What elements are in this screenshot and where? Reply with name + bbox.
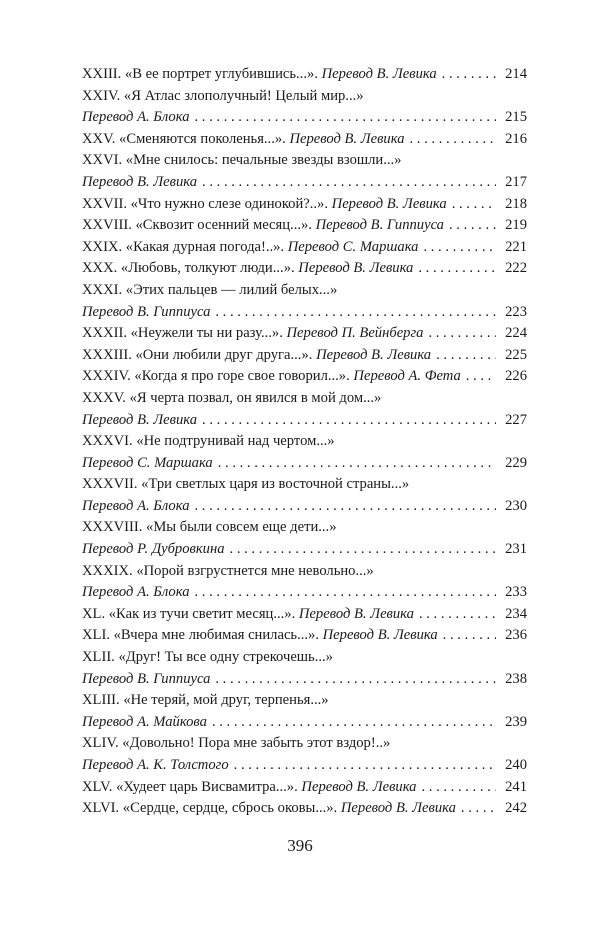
entry-page-number: 225 — [505, 346, 527, 363]
toc-entry — [82, 690, 527, 733]
entry-page-number: 223 — [505, 303, 527, 320]
dot-leader — [418, 258, 496, 280]
entry-title: XXX. «Любовь, толкуют люди...». — [82, 260, 295, 277]
dot-leader — [436, 345, 496, 367]
dot-leader — [419, 604, 496, 626]
toc-entry — [82, 647, 527, 690]
toc-entry — [82, 258, 527, 280]
toc-entry — [82, 237, 527, 259]
entry-translator: Перевод Р. Дубровкина — [82, 541, 225, 558]
dot-leader — [215, 302, 496, 324]
entry-title: XXXV. «Я черта позвал, он явился в мой дом...» — [82, 389, 382, 406]
entry-title: XXXIII. «Они любили друг друга...». — [82, 346, 313, 363]
toc-entry — [82, 733, 527, 776]
entry-translator: Перевод В. Левика — [82, 411, 198, 428]
dot-leader — [442, 64, 496, 86]
entry-title: XXXVI. «Не подтрунивай над чертом...» — [82, 433, 335, 450]
entry-page-number: 214 — [505, 66, 527, 82]
entry-translator: Перевод В. Гиппиуса — [82, 670, 211, 687]
toc-entry — [82, 194, 527, 216]
toc-entry — [82, 431, 527, 474]
dot-leader — [428, 323, 496, 345]
entry-page-number: 238 — [505, 670, 527, 687]
entry-translator: Перевод А. Фета — [353, 368, 461, 385]
entry-translator: Перевод В. Гиппиуса — [82, 303, 211, 320]
entry-title: XXIII. «В ее портрет углубившись...». — [82, 66, 318, 82]
entry-translator: Перевод В. Левика — [82, 173, 198, 190]
dot-leader — [423, 237, 496, 259]
entry-page-number: 218 — [505, 195, 527, 212]
dot-leader — [212, 712, 496, 734]
entry-page-number: 233 — [505, 584, 527, 601]
toc-entry — [82, 64, 527, 86]
toc-entry — [82, 345, 527, 367]
dot-leader — [466, 366, 496, 388]
entry-title: XLII. «Друг! Ты все одну стрекочешь...» — [82, 649, 333, 666]
toc-entry — [82, 517, 527, 560]
entry-translator: Перевод В. Левика — [340, 800, 456, 817]
entry-page-number: 239 — [505, 713, 527, 730]
entry-page-number: 227 — [505, 411, 527, 428]
entry-translator: Перевод А. Блока — [82, 584, 190, 601]
entry-page-number: 226 — [505, 368, 527, 385]
toc-entry — [82, 604, 527, 626]
toc-entry — [82, 280, 527, 323]
dot-leader — [202, 410, 496, 432]
entry-translator: Перевод В. Левика — [301, 778, 417, 795]
entry-title: XL. «Как из тучи светит месяц...». — [82, 605, 296, 622]
entry-title: XLIV. «Довольно! Пора мне забыть этот вздор!..» — [82, 735, 391, 752]
dot-leader — [195, 496, 497, 518]
entry-title: XXVIII. «Сквозит осенний месяц...». — [82, 217, 312, 234]
entry-page-number: 221 — [505, 238, 527, 255]
entry-title: XXXVIII. «Мы были совсем еще дети...» — [82, 519, 337, 536]
entry-title: XXXVII. «Три светлых царя из восточной страны...» — [82, 476, 410, 493]
entry-page-number: 216 — [505, 130, 527, 147]
dot-leader — [443, 625, 496, 647]
entry-translator: Перевод С. Маршака — [287, 238, 419, 255]
entry-translator: Перевод П. Вейнберга — [286, 325, 424, 342]
toc-entry — [82, 388, 527, 431]
entry-page-number: 241 — [505, 778, 527, 795]
dot-leader — [195, 107, 497, 129]
toc-entry — [82, 129, 527, 151]
toc-entry — [82, 86, 527, 129]
toc-entry — [82, 150, 527, 193]
entry-title: XLI. «Вчера мне любимая снилась...». — [82, 627, 319, 644]
entry-title: XLIII. «Не теряй, мой друг, терпенья...» — [82, 692, 329, 709]
entry-page-number: 240 — [505, 757, 527, 773]
toc-entry — [82, 625, 527, 647]
entry-translator: Перевод А. К. Толстого — [82, 757, 229, 773]
toc-entry — [82, 777, 527, 799]
toc-entry — [82, 474, 527, 517]
dot-leader — [452, 194, 496, 216]
entry-page-number: 236 — [505, 627, 527, 644]
entry-translator: Перевод А. Майкова — [82, 713, 207, 730]
page-number: 396 — [287, 836, 313, 855]
toc-entry — [82, 323, 527, 345]
toc-entry — [82, 215, 527, 237]
entry-title: XXIV. «Я Атлас злополучный! Целый мир...» — [82, 87, 364, 104]
entry-translator: Перевод В. Левика — [289, 130, 405, 147]
entry-title: XLVI. «Сердце, сердце, сбрось оковы...». — [82, 800, 338, 817]
entry-translator: Перевод А. Блока — [82, 497, 190, 514]
entry-page-number: 217 — [505, 173, 527, 190]
entry-title: XXXIV. «Когда я про горе свое говорил...». — [82, 368, 350, 385]
toc-entry — [82, 798, 527, 820]
dot-leader — [449, 215, 496, 237]
entry-page-number: 222 — [505, 260, 527, 277]
dot-leader — [195, 582, 497, 604]
dot-leader — [410, 129, 497, 151]
entry-page-number: 224 — [505, 325, 527, 342]
entry-page-number: 229 — [505, 454, 527, 471]
dot-leader — [215, 669, 496, 691]
entry-translator: Перевод С. Маршака — [82, 454, 213, 471]
entry-page-number: 234 — [505, 605, 527, 622]
entry-translator: Перевод В. Левика — [316, 346, 432, 363]
entry-page-number: 230 — [505, 497, 527, 514]
entry-title: XXXI. «Этих пальцев — лилий белых...» — [82, 281, 338, 298]
entry-translator: Перевод В. Левика — [322, 627, 438, 644]
entry-title: XXXII. «Неужели ты ни разу...». — [82, 325, 283, 342]
entry-title: XXIX. «Какая дурная погода!..». — [82, 238, 285, 255]
dot-leader — [234, 755, 496, 777]
dot-leader — [218, 453, 496, 475]
entry-title: XXVI. «Мне снилось: печальные звезды взошли...» — [82, 152, 402, 169]
table-of-contents — [82, 64, 527, 820]
entry-translator: Перевод В. Левика — [298, 605, 414, 622]
entry-translator: Перевод А. Блока — [82, 109, 190, 126]
entry-title: XXV. «Сменяются поколенья...». — [82, 130, 286, 147]
entry-page-number: 231 — [505, 541, 527, 558]
entry-translator: Перевод В. Левика — [321, 66, 437, 82]
dot-leader — [421, 777, 496, 799]
entry-translator: Перевод В. Левика — [331, 195, 447, 212]
entry-page-number: 219 — [505, 217, 527, 234]
entry-translator: Перевод В. Гиппиуса — [315, 217, 444, 234]
entry-translator: Перевод В. Левика — [298, 260, 414, 277]
toc-entry — [82, 561, 527, 604]
toc-entry — [82, 366, 527, 388]
entry-title: XXXIX. «Порой взгрустнется мне невольно...» — [82, 562, 374, 579]
dot-leader — [202, 172, 496, 194]
dot-leader — [230, 539, 496, 561]
entry-title: XLV. «Худеет царь Висвамитра...». — [82, 778, 298, 795]
entry-page-number: 242 — [505, 800, 527, 817]
dot-leader — [461, 798, 496, 820]
entry-title: XXVII. «Что нужно слезе одинокой?..». — [82, 195, 328, 212]
entry-page-number: 215 — [505, 109, 527, 126]
